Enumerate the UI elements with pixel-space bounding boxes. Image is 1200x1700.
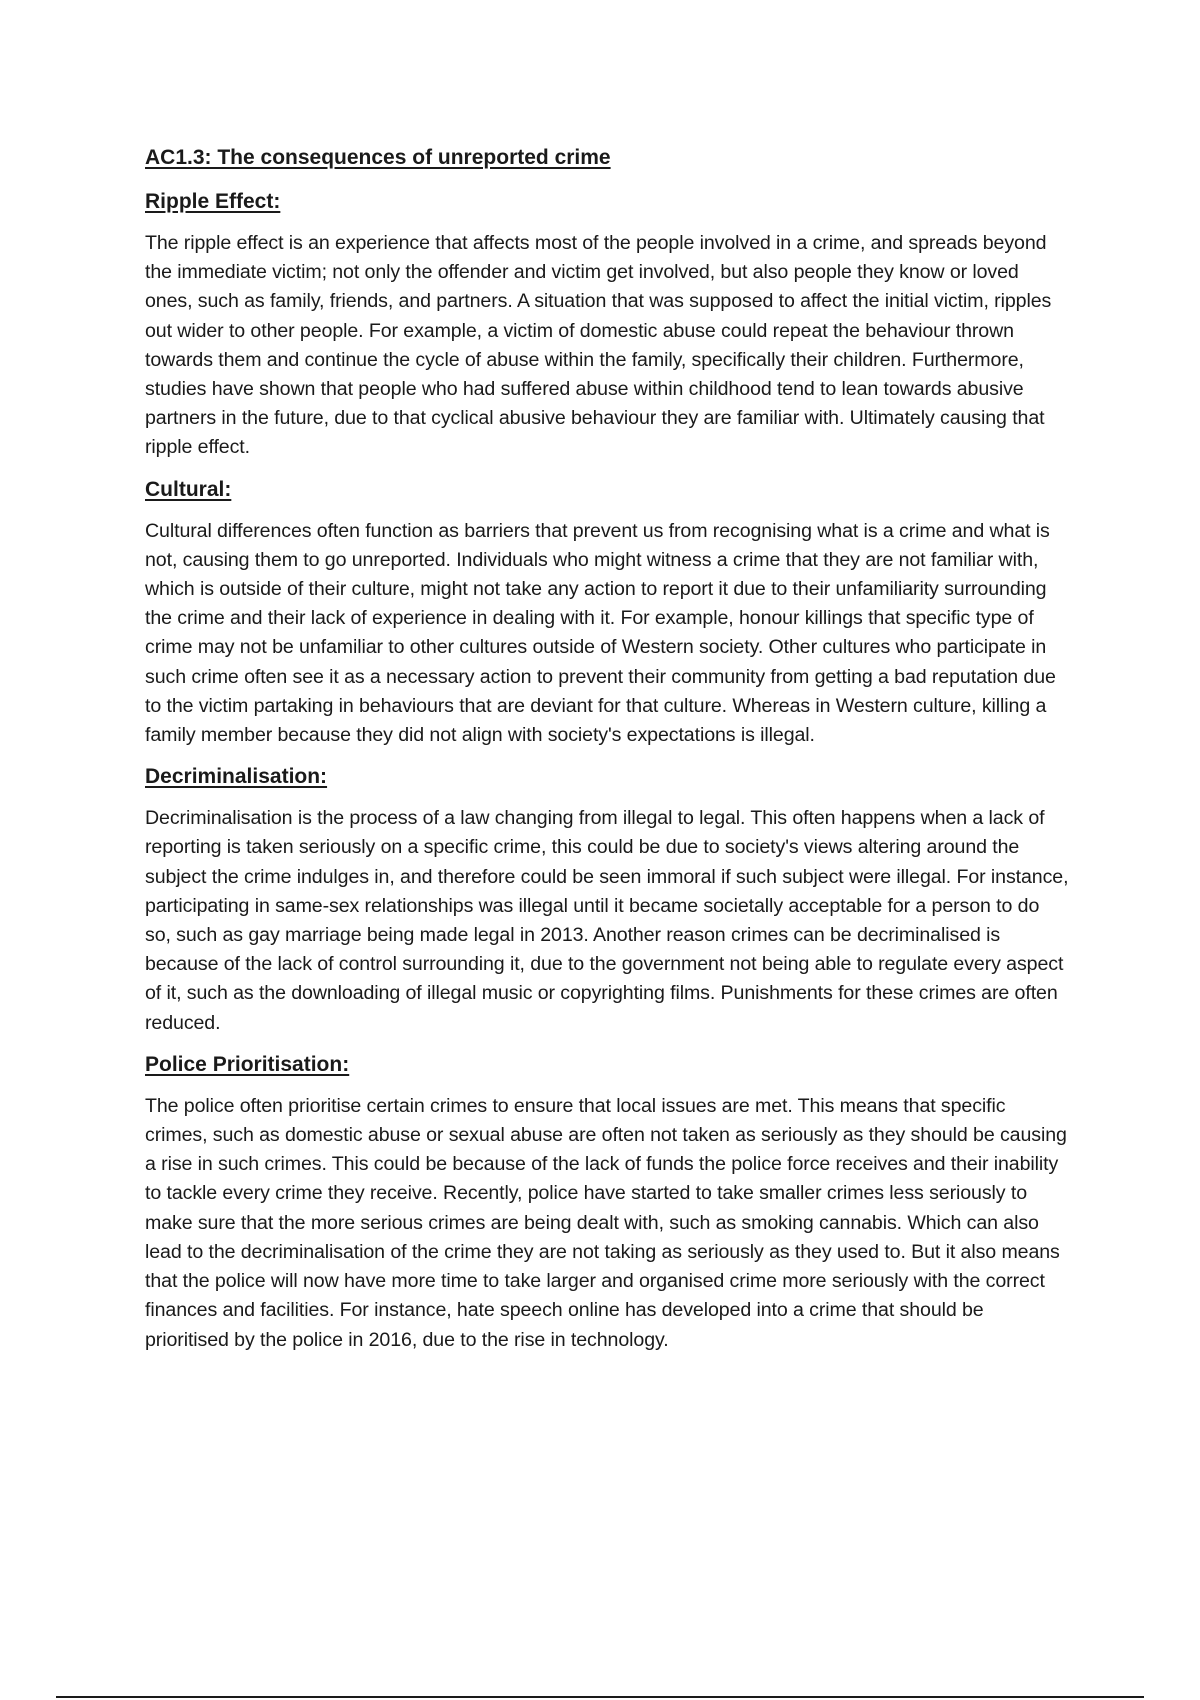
section-heading: Decriminalisation: xyxy=(145,765,328,789)
page-footer-divider xyxy=(56,1696,1144,1698)
section-decriminalisation xyxy=(145,762,1070,1038)
section-police-prioritisation xyxy=(145,1050,1070,1355)
page-title: AC1.3: The consequences of unreported crime xyxy=(145,146,611,169)
section-cultural xyxy=(145,475,1070,751)
section-heading: Ripple Effect: xyxy=(145,190,281,213)
section-heading: Police Prioritisation: xyxy=(145,1052,350,1076)
section-ripple-effect xyxy=(145,187,1070,463)
section-paragraph: The ripple effect is an experience that affects most of the people involved in a crime, and spreads beyond the immediate victim; not only the offender and victim get involved, but also people they know or loved ones, such as family, friends, and partners. A situation that was supposed to affect the initial victim, ripples out wider to other people. For example, a victim of domestic abuse could repeat the behaviour thrown towards them and continue the cycle of abuse within the family, specifically their children. Furthermore, studies have shown that people who had suffered abuse within childhood tend to lean towards abusive partners in the future, due to that cyclical abusive behaviour they are familiar with. Ultimately causing that ripple effect. xyxy=(145,232,1052,459)
section-paragraph: The police often prioritise certain crimes to ensure that local issues are met. This means that specific crimes, such as domestic abuse or sexual abuse are often not taken as seriously as they should be causing a rise in such crimes. This could be because of the lack of funds the police force receives and their inability to tackle every crime they receive. Recently, police have started to take smaller crimes less seriously to make sure that the more serious crimes are being dealt with, such as smoking cannabis. Which can also lead to the decriminalisation of the crime they are not taking as seriously as they used to. But it also means that the police will now have more time to take larger and organised crime more seriously with the correct finances and facilities. For instance, hate speech online has developed into a crime that should be prioritised by the police in 2016, due to the rise in technology. xyxy=(145,1094,1067,1351)
section-paragraph: Decriminalisation is the process of a law changing from illegal to legal. This often happens when a lack of reporting is taken seriously on a specific crime, this could be due to society's views altering around the subject the crime indulges in, and therefore could be seen immoral if such subject were illegal. For instance, participating in same-sex relationships was illegal until it became societally acceptable for a person to do so, such as gay marriage being made legal in 2013. Another reason crimes can be decriminalised is because of the lack of control surrounding it, due to the government not being able to regulate every aspect of it, such as the downloading of illegal music or copyrighting films. Punishments for these crimes are often reduced. xyxy=(145,807,1069,1034)
section-paragraph: Cultural differences often function as barriers that prevent us from recognising what is a crime and what is not, causing them to go unreported. Individuals who might witness a crime that they are not familiar with, which is outside of their culture, might not take any action to report it due to their unfamiliarity surrounding the crime and their lack of experience in dealing with it. For example, honour killings that specific type of crime may not be unfamiliar to other cultures outside of Western society. Other cultures who participate in such crime often see it as a necessary action to prevent their community from getting a bad reputation due to the victim partaking in behaviours that are deviant for that culture. Whereas in Western culture, killing a family member because they did not align with society's expectations is illegal. xyxy=(145,519,1056,747)
section-heading: Cultural: xyxy=(145,477,232,501)
document-page xyxy=(145,143,1070,1367)
